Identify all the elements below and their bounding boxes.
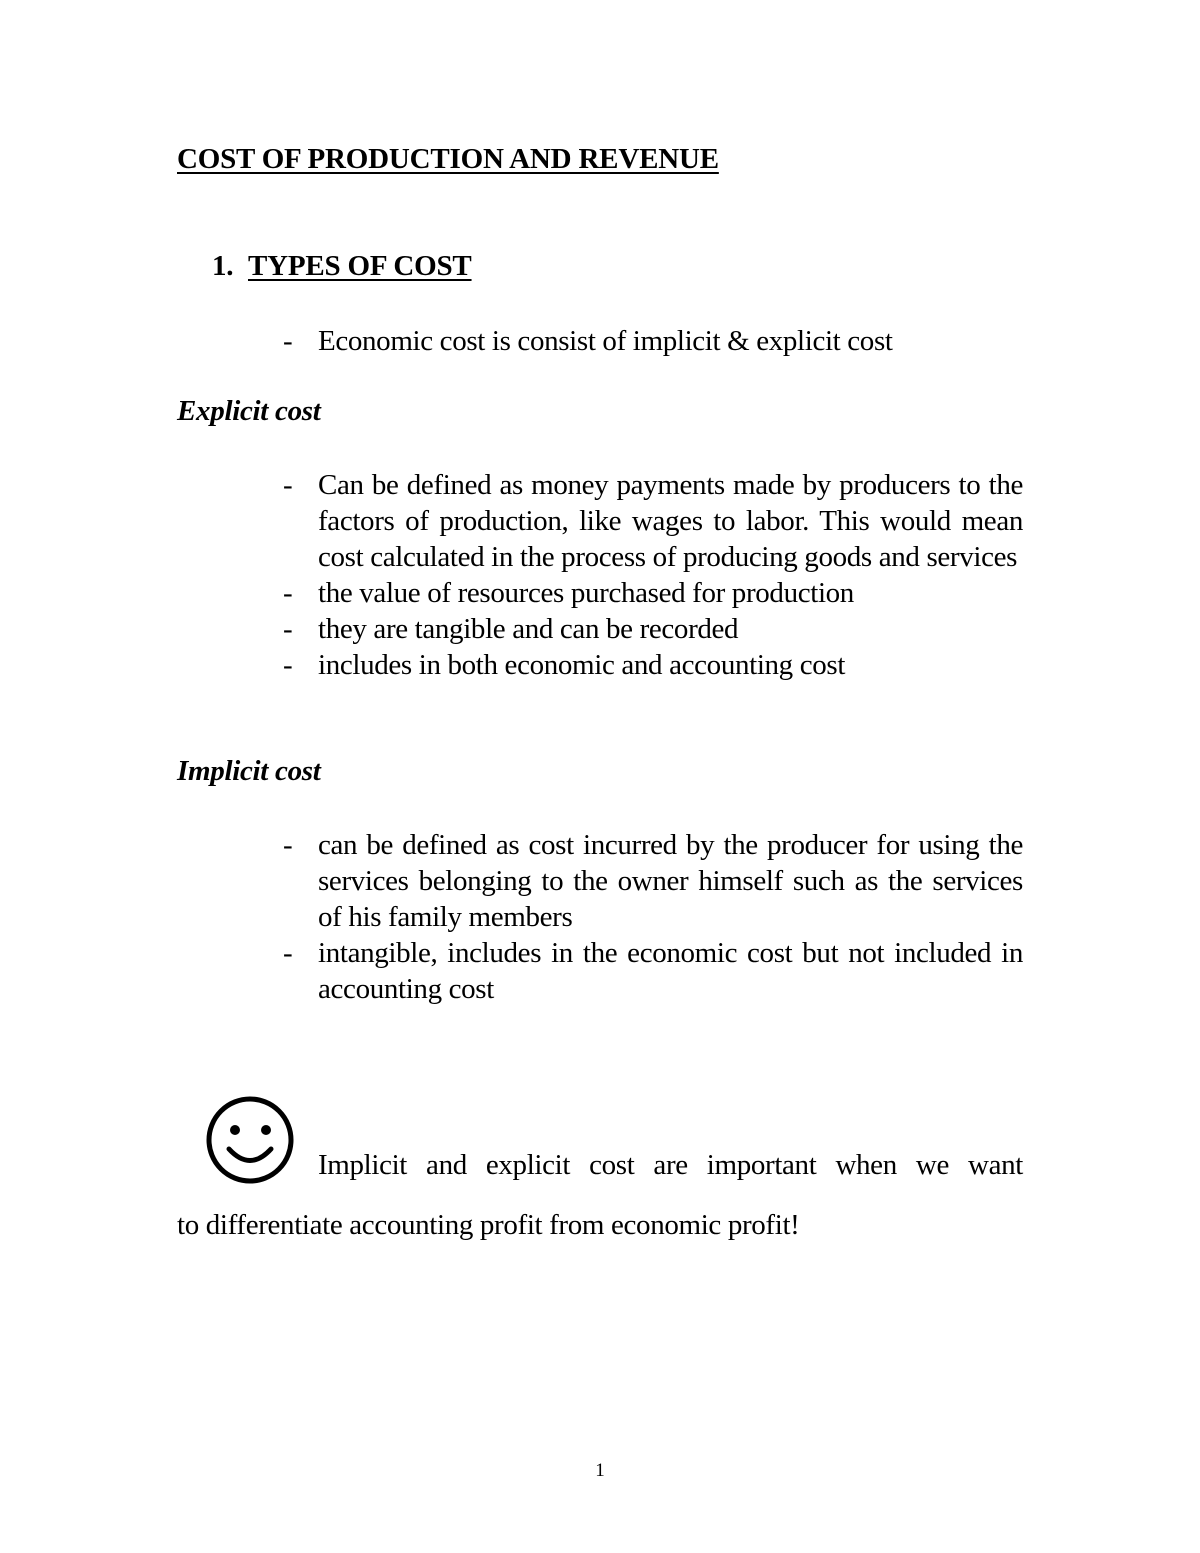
list-item	[283, 647, 1023, 683]
list-item	[283, 935, 1023, 1007]
bullet-marker: -	[283, 613, 293, 645]
list-item-text: can be defined as cost incurred by the producer for using the services belonging to the owner himself such as the services of his family members	[318, 829, 1023, 933]
list-item	[283, 323, 1023, 359]
list-item-text: the value of resources purchased for production	[318, 577, 854, 609]
list-item-text: includes in both economic and accounting cost	[318, 649, 846, 681]
list-item-text: Can be defined as money payments made by producers to the factors of production, like wages to labor. This would mean cost calculated in the process of producing goods and services	[318, 469, 1023, 573]
bullet-marker: -	[283, 577, 293, 609]
list-item	[283, 467, 1023, 575]
implicit-cost-bullet-list	[283, 827, 1023, 1007]
list-item	[283, 611, 1023, 647]
section-number: 1.	[212, 250, 234, 282]
smiley-face-icon	[204, 1094, 296, 1186]
intro-bullet-list	[283, 323, 1023, 359]
bullet-marker: -	[283, 649, 293, 681]
list-item-text: intangible, includes in the economic cost but not included in accounting cost	[318, 937, 1023, 1005]
bullet-marker: -	[283, 829, 293, 861]
implicit-cost-heading: Implicit cost	[177, 755, 321, 787]
explicit-cost-bullet-list	[283, 467, 1023, 683]
list-item-text: Economic cost is consist of implicit & explicit cost	[318, 325, 893, 357]
section-title: TYPES OF COST	[248, 250, 472, 282]
bullet-marker: -	[283, 469, 293, 501]
page-number: 1	[595, 1460, 605, 1481]
list-item-text: they are tangible and can be recorded	[318, 613, 739, 645]
document-title: COST OF PRODUCTION AND REVENUE	[177, 143, 719, 175]
list-item	[283, 575, 1023, 611]
closing-statement-line-1: Implicit and explicit cost are important when we want	[318, 1149, 1023, 1181]
closing-statement-line-2: to differentiate accounting profit from economic profit!	[177, 1209, 800, 1241]
bullet-marker: -	[283, 325, 293, 357]
section-heading	[212, 250, 472, 283]
explicit-cost-heading: Explicit cost	[177, 395, 321, 427]
list-item	[283, 827, 1023, 935]
bullet-marker: -	[283, 937, 293, 969]
